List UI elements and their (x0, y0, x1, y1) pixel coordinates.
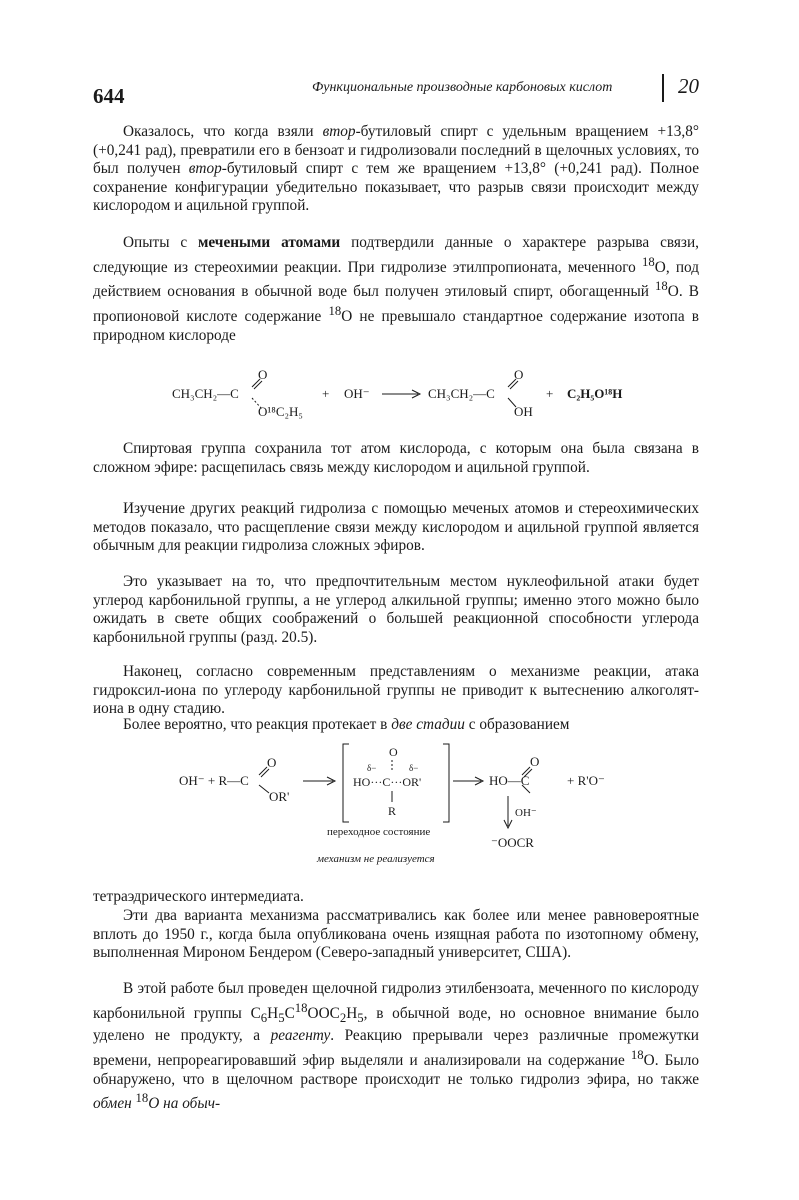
p2-sup-1: 18 (642, 254, 655, 269)
eq1-ester-double-bond-2 (254, 381, 262, 389)
p10-f3: C (284, 1004, 295, 1022)
p1-text-c: -бутиловый спирт с тем же вращением +13,8° (+0,241 рад). Полное сохранение конфигурации убедительно показывает, что разрыв связи происходит между кислородом и ацильной группой. (93, 160, 699, 215)
p10-f4-sub: 2 (339, 1010, 347, 1025)
eq1-ester-left: CH₃CH₂—C (172, 386, 239, 401)
paragraph-7 (93, 716, 699, 735)
paragraph-3: Спиртовая группа сохранила тот атом кислорода, с которым она была связана в сложном эфире: расщепилась связь между кислородом и ацильной группой. (93, 440, 699, 476)
mech-ester-double-bond (259, 767, 267, 775)
mech-reactant: OH⁻ + R—C (179, 773, 249, 788)
header-divider (662, 74, 664, 102)
mech-product-left: HO—C (489, 773, 530, 788)
p10-italic-2: обмен (93, 1095, 136, 1113)
p7-text-a: Более вероятно, что реакция протекает в (123, 716, 392, 733)
eq1-ester-oxygen: O¹⁸C₂H₅ (258, 404, 303, 419)
running-title: Функциональные производные карбоновых кислот (312, 80, 613, 95)
p10-f1-sub: 6 (260, 1010, 268, 1025)
p10-sup-2: 18 (135, 1091, 149, 1106)
eq1-acid-carbonyl-o: O (514, 367, 524, 382)
p2-text-e: O не превышало стандартное содержание изотопа в природном кислороде (93, 308, 699, 344)
mech-final-carboxylate: ⁻OOCR (491, 835, 534, 850)
mech-ts-delta-right: δ− (409, 763, 419, 773)
page-number: 644 (93, 84, 125, 108)
p10-formula (250, 1000, 364, 1025)
p10-f5-sub: 5 (357, 1010, 364, 1025)
p10-f2-sub: 5 (278, 1010, 285, 1025)
p2-bold: мечеными атомами (197, 234, 341, 251)
eq1-acid-oh: OH (514, 404, 533, 419)
mech-plus-alkoxide: + R'O⁻ (567, 773, 605, 788)
p2-text-d: O. В пропионовой кислоте содержание (93, 283, 700, 326)
paragraph-2 (93, 234, 699, 345)
p10-text-d: O. Было обнаружено, что в щелочном растворе происходит не только гидролиз эфира, но также (93, 1052, 699, 1088)
p1-text-a: Оказалось, что когда взяли (123, 123, 323, 140)
eq1-plus-2: + (546, 386, 554, 401)
eq1-alcohol: C₂H₅O¹⁸H (567, 386, 623, 401)
mech-oh-reagent: OH⁻ (515, 807, 537, 819)
mech-ts-bottom-r: R (388, 804, 397, 818)
p10-italic-1: реагенту (270, 1027, 331, 1045)
p2-text-b: подтвердили данные о характере разрыва связи, следующие из стереохимии реакции. При гидролизе этилпропионата, меченного (93, 234, 699, 276)
mech-ts-middle: HO···C···OR' (353, 775, 422, 789)
mech-ester-single-bond (259, 785, 269, 793)
p2-sup-2: 18 (655, 279, 668, 294)
paragraph-4: Изучение других реакций гидролиза с помощью меченых атомов и стереохимических методов показало, что расщепление связи между кислородом и ацильной группой является обычным для реакции гидролиза сложных эфиров. (93, 500, 699, 555)
p7-text-b: с образованием (464, 716, 570, 733)
paragraph-10 (93, 980, 699, 1114)
mech-ts-top-o: O (389, 745, 398, 759)
p1-italic-a: втор (322, 123, 356, 140)
mech-bracket-left (343, 744, 349, 822)
eq1-acid-left: CH₃CH₂—C (428, 386, 495, 401)
mechanism-scheme (175, 738, 635, 870)
p10-f2: H (267, 1004, 279, 1022)
mech-ts-label: переходное состояние (327, 826, 431, 838)
p10-text-a: В этой работе был проведен щелочной гидролиз этилбензоата, меченного по кислороду карбонильной группы (93, 980, 699, 1022)
equation-ester-hydrolysis (160, 365, 660, 427)
eq1-plus-1: + (322, 386, 330, 401)
p10-f4: OOC (307, 1004, 340, 1022)
p1-text-b: -бутиловый спирт с удельным вращением +13,8° (+0,241 рад), превратили его в бензоат и гидролизовали последний в щелочных условиях, то был получен (93, 123, 699, 178)
p10-f1: C (250, 1004, 261, 1022)
p2-text-a: Опыты с (123, 234, 198, 251)
p10-italic-3: O на обыч- (148, 1095, 221, 1113)
paragraph-5: Это указывает на то, что предпочтительным местом нуклеофильной атаки будет углерод карбонильной группы, а не углерод алкильной группы; именно этого можно было ожидать в свете общих соображений о большей реакционной способности углерода карбонильной группы (разд. 20.5). (93, 573, 699, 646)
p10-f5: H (346, 1004, 358, 1022)
p10-text-c: . Реакцию прерывали через различные промежутки времени, непрореагировавший эфир выделяли и анализировали на содержание (93, 1027, 699, 1070)
p10-sup-1: 18 (630, 1047, 644, 1062)
p1-italic-b: втор (188, 160, 222, 178)
mech-product-carbonyl-o: O (530, 754, 540, 769)
paragraph-9: Эти два варианта механизма рассматривались как более или менее равновероятные вплоть до 1950 г., когда была опубликована очень изящная работа по изотопному обмену, выполненная Мироном Бендером (Северо-западный университет, США). (93, 907, 699, 962)
p7-italic: две стадии (391, 716, 465, 733)
p10-text-b: , в обычной воде, но основное внимание было уделено не продукту, а (93, 1004, 699, 1045)
mech-ester-carbonyl-o: O (267, 755, 277, 770)
mech-bracket-right (443, 744, 449, 822)
paragraph-1 (93, 123, 699, 216)
eq1-ester-carbonyl-o: O (258, 367, 268, 382)
chapter-number: 20 (678, 74, 699, 98)
mech-ester-double-bond-2 (261, 769, 269, 777)
p2-sup-3: 18 (328, 303, 342, 318)
p10-f3-sup: 18 (294, 1000, 308, 1015)
paragraph-6: Наконец, согласно современным представлениям о механизме реакции, атака гидроксил-иона по углероду карбонильной группы не приводит к вытеснению алкоголят-иона в одну стадию. (93, 663, 699, 718)
mech-ester-or: OR' (269, 789, 290, 804)
p2-text-c: O, под действием основания в обычной воде был получен этиловый спирт, обогащенный (93, 258, 699, 301)
eq1-hydroxide: OH⁻ (344, 386, 370, 401)
mech-ts-delta-left: δ− (367, 763, 377, 773)
eq1-acid-double-bond-2 (510, 381, 518, 389)
mech-caption: механизм не реализуется (317, 853, 435, 865)
paragraph-8: тетраэдрического интермедиата. (93, 888, 304, 905)
